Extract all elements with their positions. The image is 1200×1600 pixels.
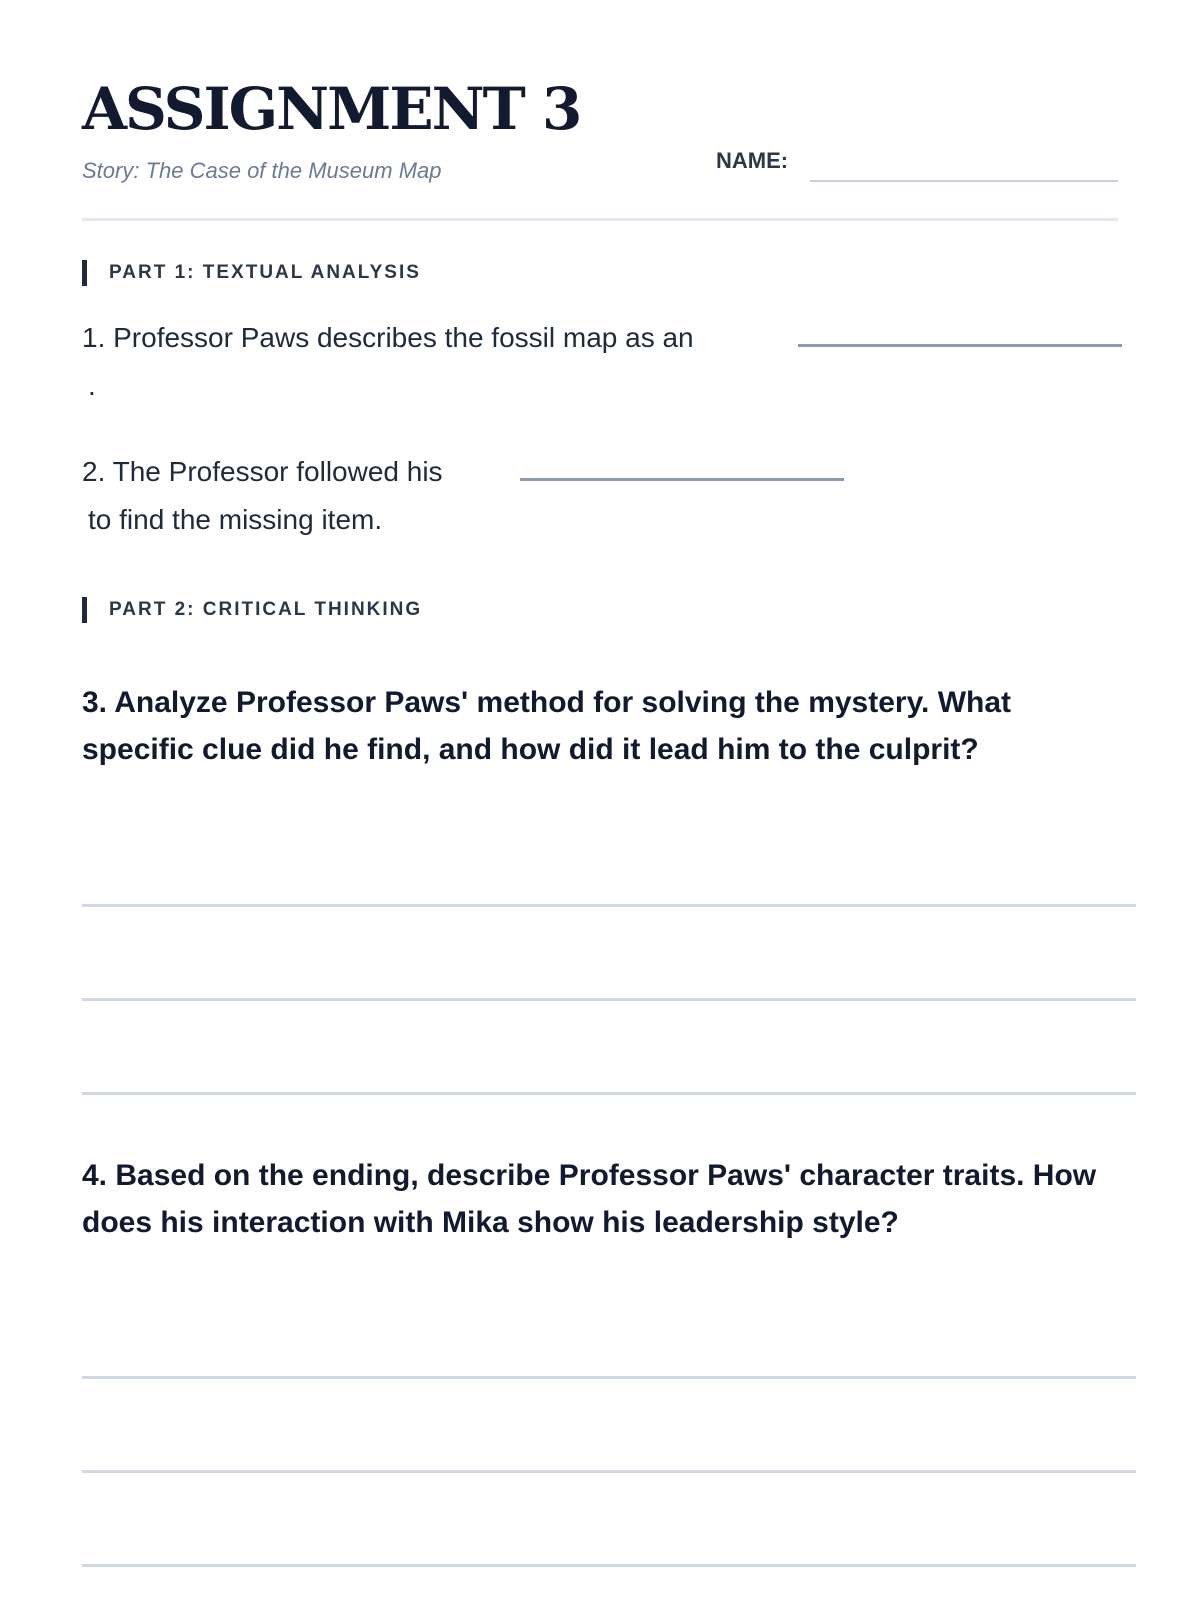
question-4-answer-line[interactable] <box>82 1470 1136 1473</box>
question-4-text: 4. Based on the ending, describe Professor Paws' character traits. How does his interaction with Mika show his leadership style? <box>82 1159 1097 1239</box>
assignment-title: ASSIGNMENT 3 <box>82 75 581 143</box>
section-marker <box>82 260 87 286</box>
question-1-blank[interactable] <box>798 344 1122 347</box>
question-1-text: 1. Professor Paws describes the fossil map as an <box>82 322 694 353</box>
question-2-tail: to find the missing item. <box>88 504 383 535</box>
part1-heading <box>82 260 421 286</box>
question-1-tail: . <box>88 370 96 401</box>
question-4-answer-line[interactable] <box>82 1564 1136 1567</box>
question-3-text: 3. Analyze Professor Paws' method for solving the mystery. What specific clue did he find, and how did it lead him to the culprit? <box>82 686 1012 766</box>
question-3-answer-line[interactable] <box>82 998 1136 1001</box>
section-marker <box>82 597 87 623</box>
question-3-answer-line[interactable] <box>82 1092 1136 1095</box>
worksheet-header <box>82 0 1118 221</box>
part2-heading <box>82 597 422 623</box>
name-field[interactable] <box>810 180 1118 182</box>
part2-heading-text: PART 2: CRITICAL THINKING <box>109 599 423 620</box>
question-2-blank[interactable] <box>520 478 844 481</box>
question-4-answer-line[interactable] <box>82 1376 1136 1379</box>
part1-heading-text: PART 1: TEXTUAL ANALYSIS <box>109 262 421 283</box>
name-label: NAME: <box>716 148 789 173</box>
question-3-answer-line[interactable] <box>82 904 1136 907</box>
story-subtitle: Story: The Case of the Museum Map <box>82 158 442 183</box>
question-2-text: 2. The Professor followed his <box>82 456 443 487</box>
